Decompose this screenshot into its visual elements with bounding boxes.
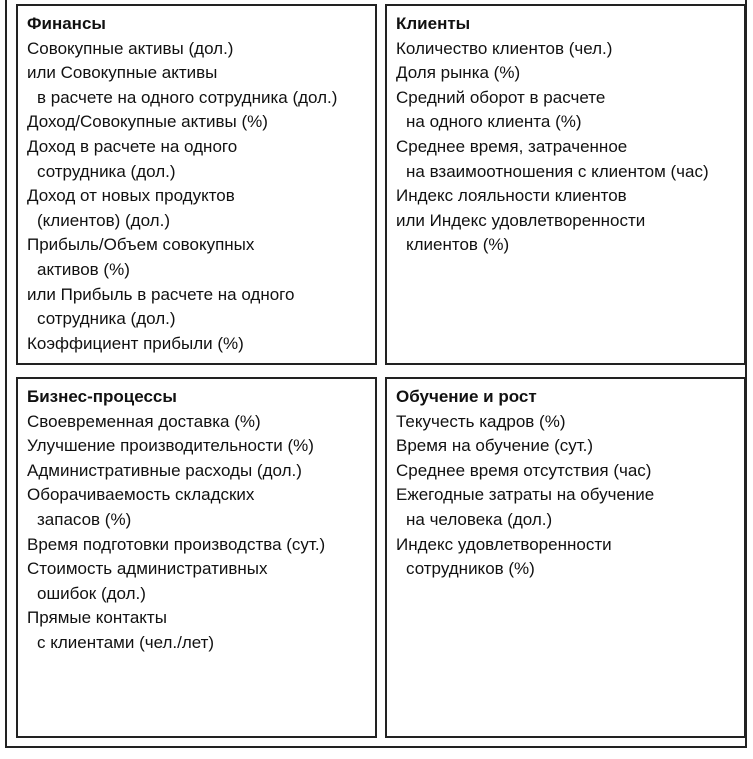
- metric-line: Административные расходы (дол.): [27, 460, 302, 480]
- metric-line: Доля рынка (%): [396, 63, 521, 83]
- metrics-list-clients: [396, 37, 736, 258]
- metric-line: Своевременная доставка (%): [27, 411, 261, 431]
- metric-line: Ежегодные затраты на обучение: [396, 485, 655, 505]
- metric-line: (клиентов) (дол.): [37, 210, 170, 230]
- metric-line: Коэффициент прибыли (%): [27, 333, 244, 353]
- metric-line: Время на обучение (сут.): [396, 436, 594, 456]
- metric-line: Среднее время отсутствия (час): [396, 460, 652, 480]
- metric-line: Среднее время, затраченное: [396, 136, 628, 156]
- metrics-list-learning-growth: [396, 410, 736, 582]
- panel-title-business-processes: Бизнес-процессы: [27, 387, 177, 406]
- metric-line: Количество клиентов (чел.): [396, 38, 613, 58]
- metric-line: активов (%): [37, 259, 130, 279]
- metric-line: Прибыль/Объем совокупных: [27, 235, 255, 255]
- panel-title-clients: Клиенты: [396, 14, 471, 33]
- metric-line: Оборачиваемость складских: [27, 485, 255, 505]
- panel-finance: [16, 4, 377, 365]
- metric-line: на человека (дол.): [406, 509, 553, 529]
- metric-line: Доход в расчете на одного: [27, 136, 238, 156]
- panel-title-finance: Финансы: [27, 14, 106, 33]
- metric-line: Средний оборот в расчете: [396, 87, 606, 107]
- metric-line: Индекс лояльности клиентов: [396, 186, 627, 206]
- metric-line: сотрудника (дол.): [37, 161, 176, 181]
- metric-line: в расчете на одного сотрудника (дол.): [37, 87, 338, 107]
- metric-line: клиентов (%): [406, 235, 510, 255]
- panel-business-processes: [16, 377, 377, 738]
- metric-line: или Прибыль в расчете на одного: [27, 284, 295, 304]
- metric-line: Текучесть кадров (%): [396, 411, 566, 431]
- metric-line: или Совокупные активы: [27, 63, 218, 83]
- metric-line: на взаимоотношения с клиентом (час): [406, 161, 709, 181]
- metric-line: ошибок (дол.): [37, 583, 146, 603]
- metric-line: с клиентами (чел./лет): [37, 632, 215, 652]
- metric-line: или Индекс удовлетворенности: [396, 210, 646, 230]
- metric-line: Доход от новых продуктов: [27, 186, 235, 206]
- panel-learning-growth: [385, 377, 746, 738]
- metric-line: Время подготовки производства (сут.): [27, 534, 326, 554]
- metric-line: на одного клиента (%): [406, 112, 582, 132]
- metric-line: запасов (%): [37, 509, 132, 529]
- metrics-list-finance: [27, 37, 367, 357]
- metric-line: Доход/Совокупные активы (%): [27, 112, 268, 132]
- panel-clients: [385, 4, 746, 365]
- metric-line: Совокупные активы (дол.): [27, 38, 234, 58]
- metric-line: Стоимость административных: [27, 559, 268, 579]
- metric-line: Индекс удовлетворенности: [396, 534, 612, 554]
- metric-line: сотрудника (дол.): [37, 309, 176, 329]
- metric-line: сотрудников (%): [406, 559, 535, 579]
- metrics-list-business-processes: [27, 410, 367, 656]
- metric-line: Улучшение производительности (%): [27, 436, 314, 456]
- metric-line: Прямые контакты: [27, 608, 167, 628]
- panel-title-learning-growth: Обучение и рост: [396, 387, 537, 406]
